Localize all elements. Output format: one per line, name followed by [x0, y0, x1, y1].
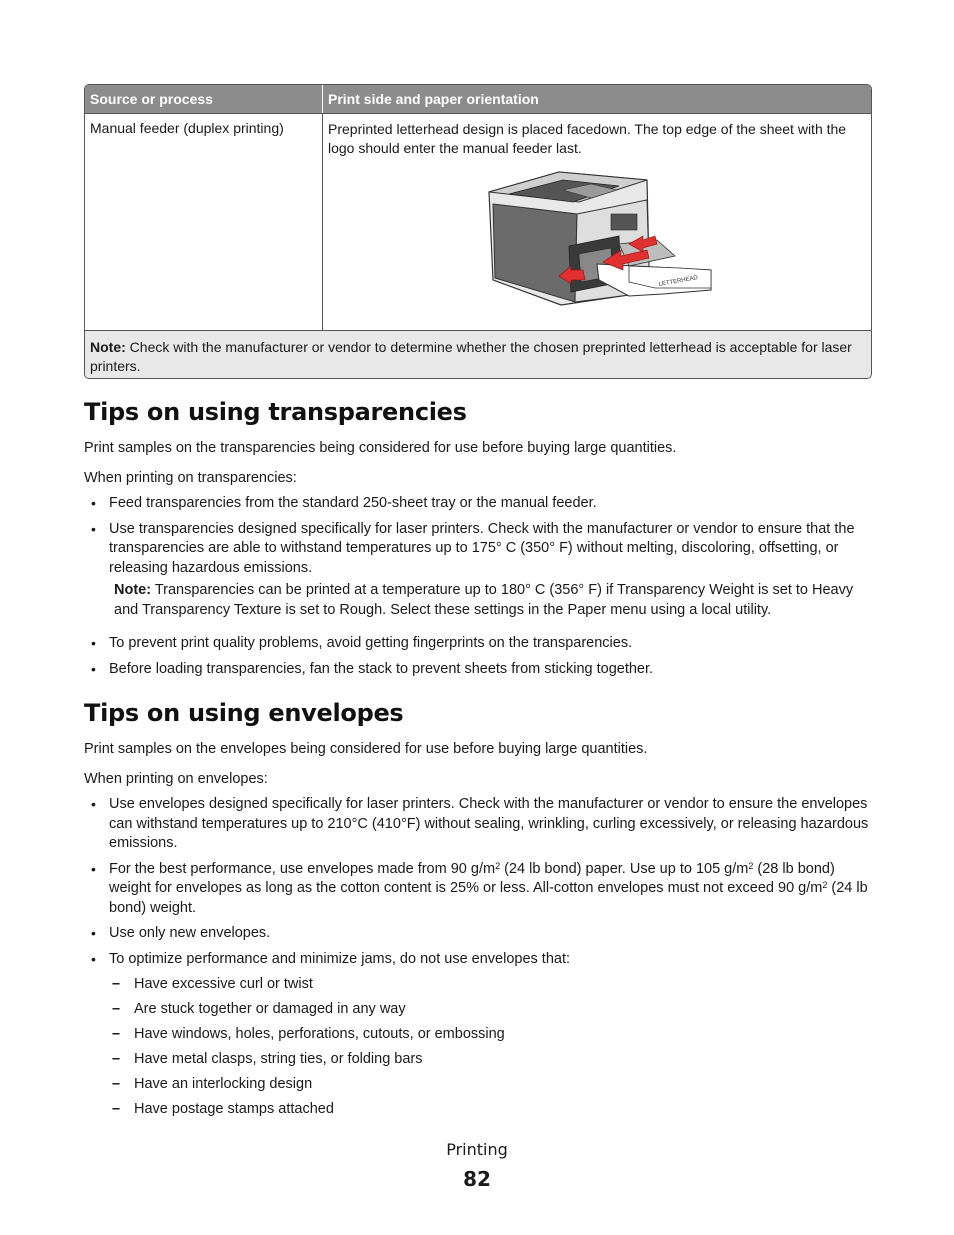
transparencies-lead: When printing on transparencies:	[84, 470, 297, 486]
footer-section-name: Printing	[446, 1140, 508, 1159]
transparencies-list	[84, 494, 870, 584]
list-item-text	[109, 861, 868, 916]
transparencies-intro: Print samples on the transparencies being considered for use before buying large quantities.	[84, 440, 677, 456]
bullet-marker: •	[91, 520, 96, 537]
dash-marker: –	[112, 976, 121, 992]
list-item-text: Before loading transparencies, fan the stack to prevent sheets from sticking together.	[109, 660, 654, 677]
list-item	[84, 1050, 870, 1070]
list-item	[84, 975, 870, 995]
text-fragment: (28 lb bond) weight for envelopes as long as the cotton content is 25% or less. All-cotton envelopes must not exceed 90 g/m	[109, 860, 835, 896]
superscript: 2	[748, 860, 754, 871]
text-fragment: For the best performance, use envelopes made from 90 g/m	[109, 860, 496, 877]
orientation-table	[84, 84, 872, 379]
header-orientation: Print side and paper orientation	[328, 91, 539, 107]
list-item	[84, 1100, 870, 1120]
dash-marker: –	[112, 1001, 121, 1017]
printer-illustration	[479, 170, 719, 320]
list-item-text: Have postage stamps attached	[134, 1101, 334, 1117]
superscript: 2	[822, 880, 828, 890]
list-item	[84, 520, 870, 579]
letterhead-label: LETTERHEAD	[658, 275, 699, 288]
list-item	[84, 924, 870, 944]
list-item	[84, 1025, 870, 1045]
list-item-text: Have excessive curl or twist	[134, 976, 313, 992]
list-item-text: Have an interlocking design	[134, 1076, 313, 1092]
bullet-marker: •	[91, 660, 96, 677]
list-item	[84, 1000, 870, 1020]
transparency-note-text: Transparencies can be printed at a temperature up to 180° C (356° F) if Transparency Weight is set to Heavy and Transparency Texture is set to Rough. Select these settings in the Paper menu using a local utility.	[114, 582, 854, 618]
list-item-text: Use only new envelopes.	[109, 925, 271, 941]
cell-source: Manual feeder (duplex printing)	[85, 114, 323, 330]
transparency-note-label: Note:	[114, 582, 152, 598]
list-item	[84, 795, 870, 854]
table-row	[85, 113, 871, 330]
transparencies-list-2	[84, 634, 870, 685]
table-note-label: Note:	[90, 339, 126, 355]
text-fragment: (24 lb bond) paper. Use up to 105 g/m	[500, 860, 749, 877]
table-header	[85, 85, 871, 113]
envelopes-lead: When printing on envelopes:	[84, 771, 268, 787]
table-note	[85, 330, 871, 378]
cell-orientation	[323, 114, 871, 330]
bullet-marker: •	[91, 495, 96, 511]
envelopes-heading: Tips on using envelopes	[84, 699, 404, 727]
list-item-text: Feed transparencies from the standard 250-sheet tray or the manual feeder.	[109, 495, 597, 511]
dash-marker: –	[112, 1101, 121, 1117]
list-item-text: Use transparencies designed specifically for laser printers. Check with the manufacturer or vendor to ensure that the transparencies are able to withstand temperatures up to 175° C (350° F) without melting, discoloring, offsetting, or releasing hazardous emissions.	[109, 520, 855, 576]
list-item	[84, 634, 870, 654]
list-item-text: Have metal clasps, string ties, or folding bars	[134, 1051, 423, 1067]
list-item-text: To prevent print quality problems, avoid getting fingerprints on the transparencies.	[109, 635, 633, 651]
orientation-text: Preprinted letterhead design is placed facedown. The top edge of the sheet with the logo should enter the manual feeder last.	[328, 121, 847, 156]
bullet-marker: •	[91, 925, 96, 941]
transparency-note	[84, 581, 870, 620]
list-item	[84, 1075, 870, 1095]
list-item	[84, 660, 870, 680]
envelopes-list	[84, 795, 870, 1126]
avoid-list	[84, 975, 870, 1120]
table-note-text: Check with the manufacturer or vendor to determine whether the chosen preprinted letterhead is acceptable for laser printers.	[90, 339, 852, 374]
page-content	[84, 84, 870, 1117]
list-item	[84, 860, 870, 919]
text-fragment: (24 lb bond) weight.	[109, 880, 868, 916]
list-item-text: Use envelopes designed specifically for laser printers. Check with the manufacturer or vendor to ensure the envelopes can withstand temperatures up to 210°C (410°F) without sealing, wrinkling, curling excessively, or releasing hazardous emissions.	[109, 796, 869, 851]
bullet-marker: •	[91, 860, 96, 877]
list-item-text: Are stuck together or damaged in any way	[134, 1001, 406, 1017]
dash-marker: –	[112, 1076, 121, 1092]
bullet-marker: •	[91, 950, 96, 967]
dash-marker: –	[112, 1051, 121, 1067]
dash-marker: –	[112, 1026, 121, 1042]
page-number: 82	[463, 1167, 491, 1191]
superscript: 2	[495, 860, 501, 871]
list-item	[84, 950, 870, 1120]
list-item	[84, 494, 870, 514]
list-item-text: To optimize performance and minimize jams, do not use envelopes that:	[109, 950, 571, 967]
envelopes-intro: Print samples on the envelopes being considered for use before buying large quantities.	[84, 741, 648, 757]
header-source: Source or process	[85, 85, 323, 113]
transparencies-heading: Tips on using transparencies	[84, 398, 467, 426]
bullet-marker: •	[91, 635, 96, 651]
bullet-marker: •	[91, 796, 96, 812]
list-item-text: Have windows, holes, perforations, cutouts, or embossing	[134, 1026, 505, 1042]
